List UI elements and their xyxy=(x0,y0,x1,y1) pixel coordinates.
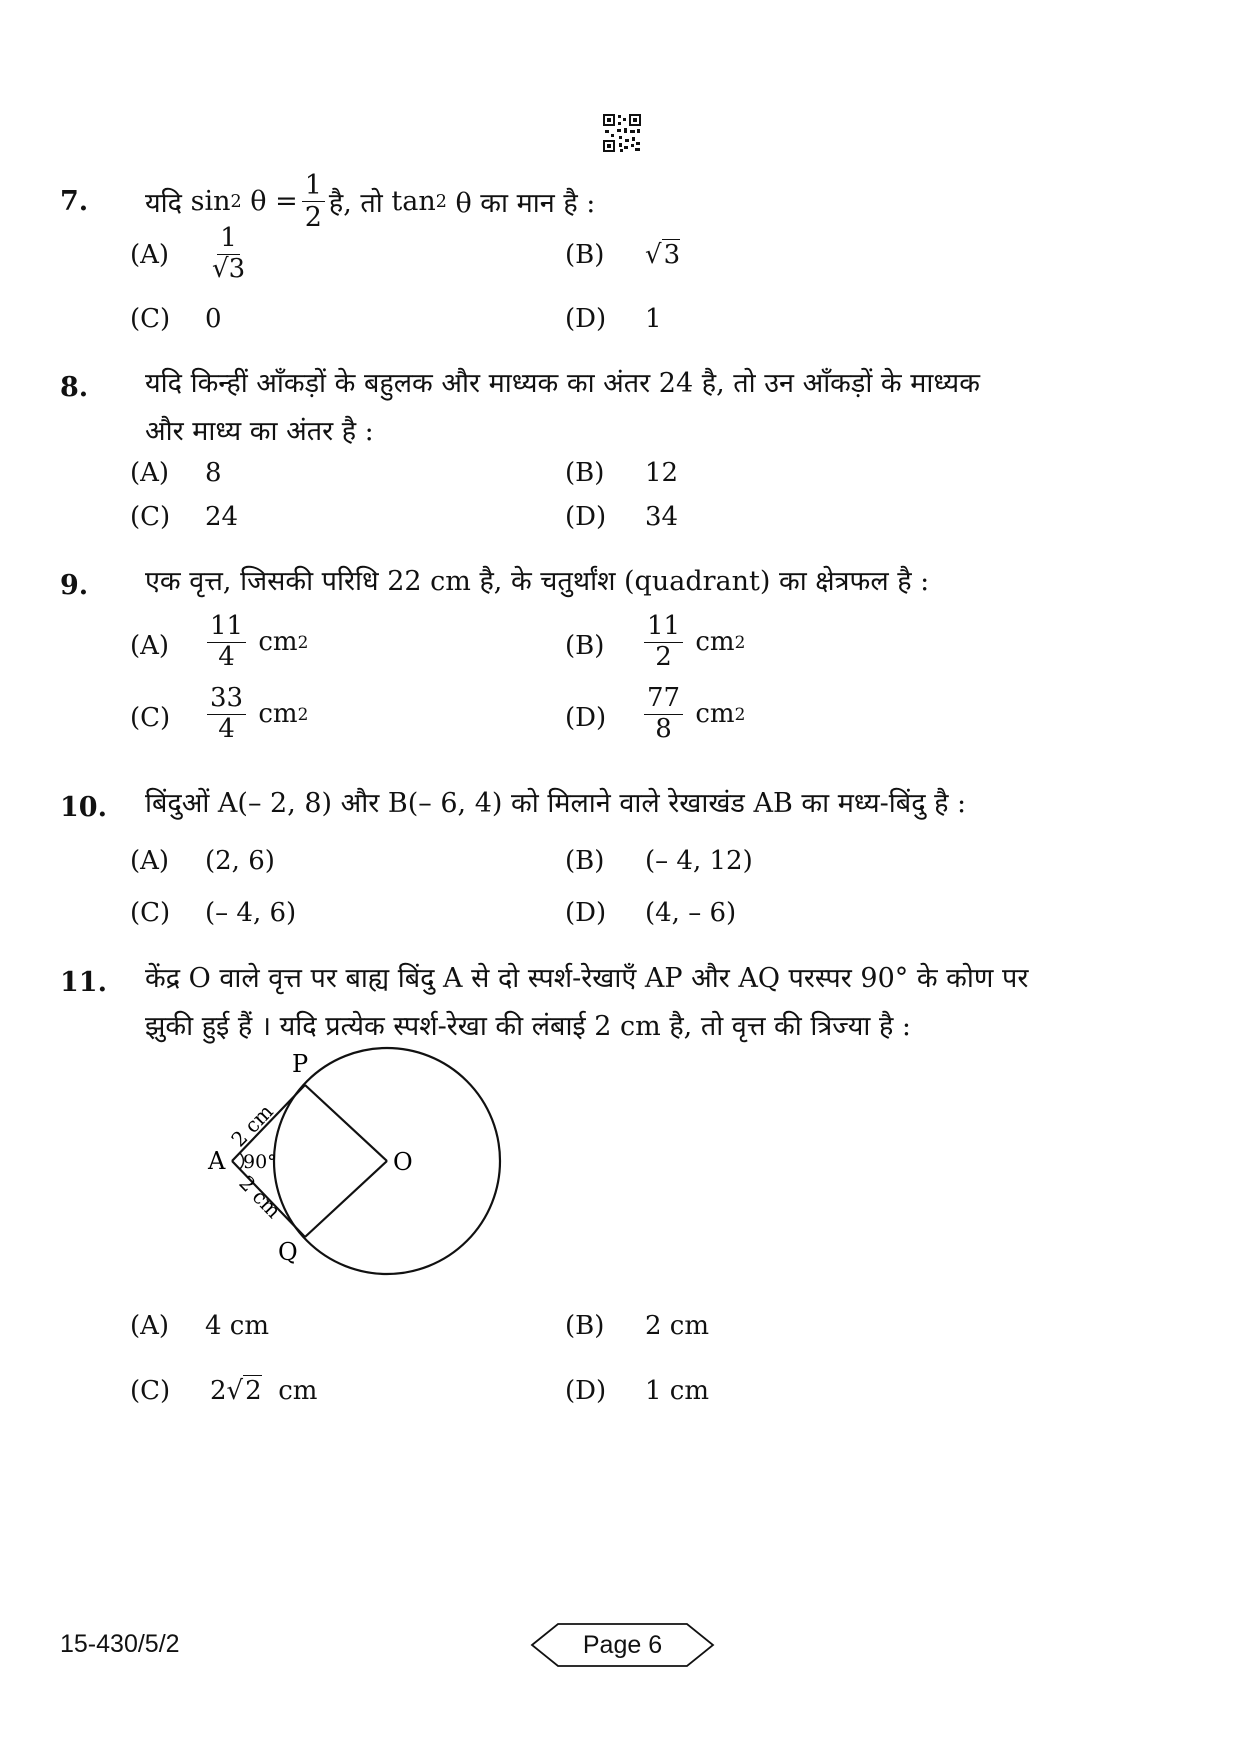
question-number: 11. xyxy=(60,967,107,998)
option-label: (D) xyxy=(565,703,607,733)
option-d[interactable]: 34 xyxy=(645,502,679,532)
fraction-numerator: 1 xyxy=(302,170,325,202)
fraction-denominator: 4 xyxy=(218,641,235,672)
option-label: (C) xyxy=(130,1376,171,1406)
fraction-numerator: 33 xyxy=(207,684,246,715)
option-label: (A) xyxy=(130,458,170,488)
option-label: (C) xyxy=(130,898,171,928)
math-fraction xyxy=(644,684,683,745)
stem-line: यदि किन्हीं आँकड़ों के बहुलक और माध्यक का अंतर 24 है, तो उन आँकड़ों के माध्यक xyxy=(145,368,980,399)
unit: cm xyxy=(695,699,735,730)
fraction-denominator: 8 xyxy=(655,713,672,744)
option-d[interactable]: (4, – 6) xyxy=(645,898,737,928)
option-label: (D) xyxy=(565,1376,607,1406)
page-label: Page 6 xyxy=(582,1631,663,1659)
option-label: (D) xyxy=(565,898,607,928)
fraction-denominator: 4 xyxy=(218,713,235,744)
option-d[interactable]: 1 xyxy=(645,304,662,334)
option-label: (B) xyxy=(565,458,605,488)
stem-line: केंद्र O वाले वृत्त पर बाह्य बिंदु A से दो स्पर्श-रेखाएँ AP और AQ परस्पर 90° के कोण पर xyxy=(145,963,1029,994)
unit: cm xyxy=(695,627,735,658)
option-label: (B) xyxy=(565,240,605,270)
option-label: (D) xyxy=(565,502,607,532)
question-number: 10. xyxy=(60,792,107,823)
qr-code-icon xyxy=(602,113,642,153)
question-stem: एक वृत्त, जिसकी परिधि 22 cm है, के चतुर्थांश (quadrant) का क्षेत्रफल है : xyxy=(145,566,930,597)
radius-oq xyxy=(305,1161,387,1237)
label-o: O xyxy=(393,1148,413,1176)
question-stem xyxy=(145,955,1125,1051)
option-label: (D) xyxy=(565,304,607,334)
option-c[interactable]: 24 xyxy=(205,502,239,532)
unit: cm xyxy=(278,1376,318,1406)
question-stem: यदि sin 2 θ = $\frac{1}{2}$ है, तो tan 2 θ का मान है : xyxy=(145,170,596,234)
option-label: (C) xyxy=(130,304,171,334)
math-tan: tan xyxy=(391,186,436,218)
option-a[interactable] xyxy=(205,224,252,285)
fraction-numerator: 1 xyxy=(217,224,240,255)
option-label: (C) xyxy=(130,703,171,733)
label-angle: 90° xyxy=(243,1151,277,1173)
math-theta-equals: θ = xyxy=(250,186,298,218)
option-c[interactable]: (– 4, 6) xyxy=(205,898,297,928)
option-b[interactable]: √3 xyxy=(645,240,681,270)
math-fraction xyxy=(209,224,248,285)
radicand: 3 xyxy=(228,253,246,284)
radius-op xyxy=(305,1085,387,1161)
option-label: (A) xyxy=(130,846,170,876)
tangent-circle-figure xyxy=(180,1040,540,1290)
option-b[interactable]: (– 4, 12) xyxy=(645,846,753,876)
math-fraction xyxy=(207,684,246,745)
radicand: 2 xyxy=(245,1376,262,1406)
label-ap-length: 2 cm xyxy=(226,1099,278,1152)
stem-line: और माध्य का अंतर है : xyxy=(145,416,374,447)
fraction-numerator: 11 xyxy=(644,612,683,643)
question-stem: बिंदुओं A(– 2, 8) और B(– 6, 4) को मिलाने वाले रेखाखंड AB का मध्य-बिंदु है : xyxy=(145,788,967,819)
option-c[interactable]: 2√2 cm xyxy=(210,1376,318,1406)
math-sin: sin xyxy=(190,186,231,218)
label-a: A xyxy=(208,1147,226,1175)
coefficient: 2 xyxy=(210,1376,227,1406)
option-c[interactable]: 0 xyxy=(205,304,222,334)
label-p: P xyxy=(292,1050,309,1078)
math-fraction xyxy=(302,170,325,233)
question-number: 8. xyxy=(60,372,89,403)
option-label: (C) xyxy=(130,502,171,532)
stem-text: θ का मान है : xyxy=(455,188,596,220)
stem-text: है, तो xyxy=(328,188,383,220)
option-c[interactable]: $\frac{33}{4}$ cm 2 xyxy=(203,684,308,745)
fraction-denominator: 2 xyxy=(655,641,672,672)
fraction-denominator: 2 xyxy=(304,202,322,234)
radicand: 3 xyxy=(663,240,681,270)
option-a[interactable]: 4 cm xyxy=(205,1311,270,1341)
fraction-denominator: √3 xyxy=(212,253,246,284)
label-q: Q xyxy=(278,1238,298,1266)
paper-code: 15-430/5/2 xyxy=(60,1630,180,1658)
option-label: (B) xyxy=(565,846,605,876)
math-fraction xyxy=(207,612,246,673)
option-b[interactable]: 2 cm xyxy=(645,1311,710,1341)
option-b[interactable]: $\frac{11}{2}$ cm 2 xyxy=(640,612,745,673)
question-stem xyxy=(145,360,1125,456)
option-a[interactable]: 8 xyxy=(205,458,222,488)
fraction-numerator: 11 xyxy=(207,612,246,643)
label-aq-length: 2 cm xyxy=(234,1170,286,1223)
fraction-numerator: 77 xyxy=(644,684,683,715)
option-label: (A) xyxy=(130,240,170,270)
option-d[interactable]: 1 cm xyxy=(645,1376,710,1406)
question-number: 9. xyxy=(60,570,89,601)
option-label: (B) xyxy=(565,631,605,661)
unit: cm xyxy=(258,699,298,730)
page-indicator xyxy=(530,1620,715,1670)
option-a[interactable]: $\frac{11}{4}$ cm 2 xyxy=(203,612,308,673)
option-b[interactable]: 12 xyxy=(645,458,679,488)
math-fraction xyxy=(644,612,683,673)
option-label: (A) xyxy=(130,631,170,661)
unit: cm xyxy=(258,627,298,658)
option-label: (B) xyxy=(565,1311,605,1341)
stem-line: झुकी हुई हैं । यदि प्रत्येक स्पर्श-रेखा की लंबाई 2 cm है, तो वृत्त की त्रिज्या है : xyxy=(145,1011,911,1042)
stem-text: यदि xyxy=(145,188,182,220)
question-number: 7. xyxy=(60,186,89,217)
option-label: (A) xyxy=(130,1311,170,1341)
option-d[interactable]: $\frac{77}{8}$ cm 2 xyxy=(640,684,745,745)
option-a[interactable]: (2, 6) xyxy=(205,846,275,876)
